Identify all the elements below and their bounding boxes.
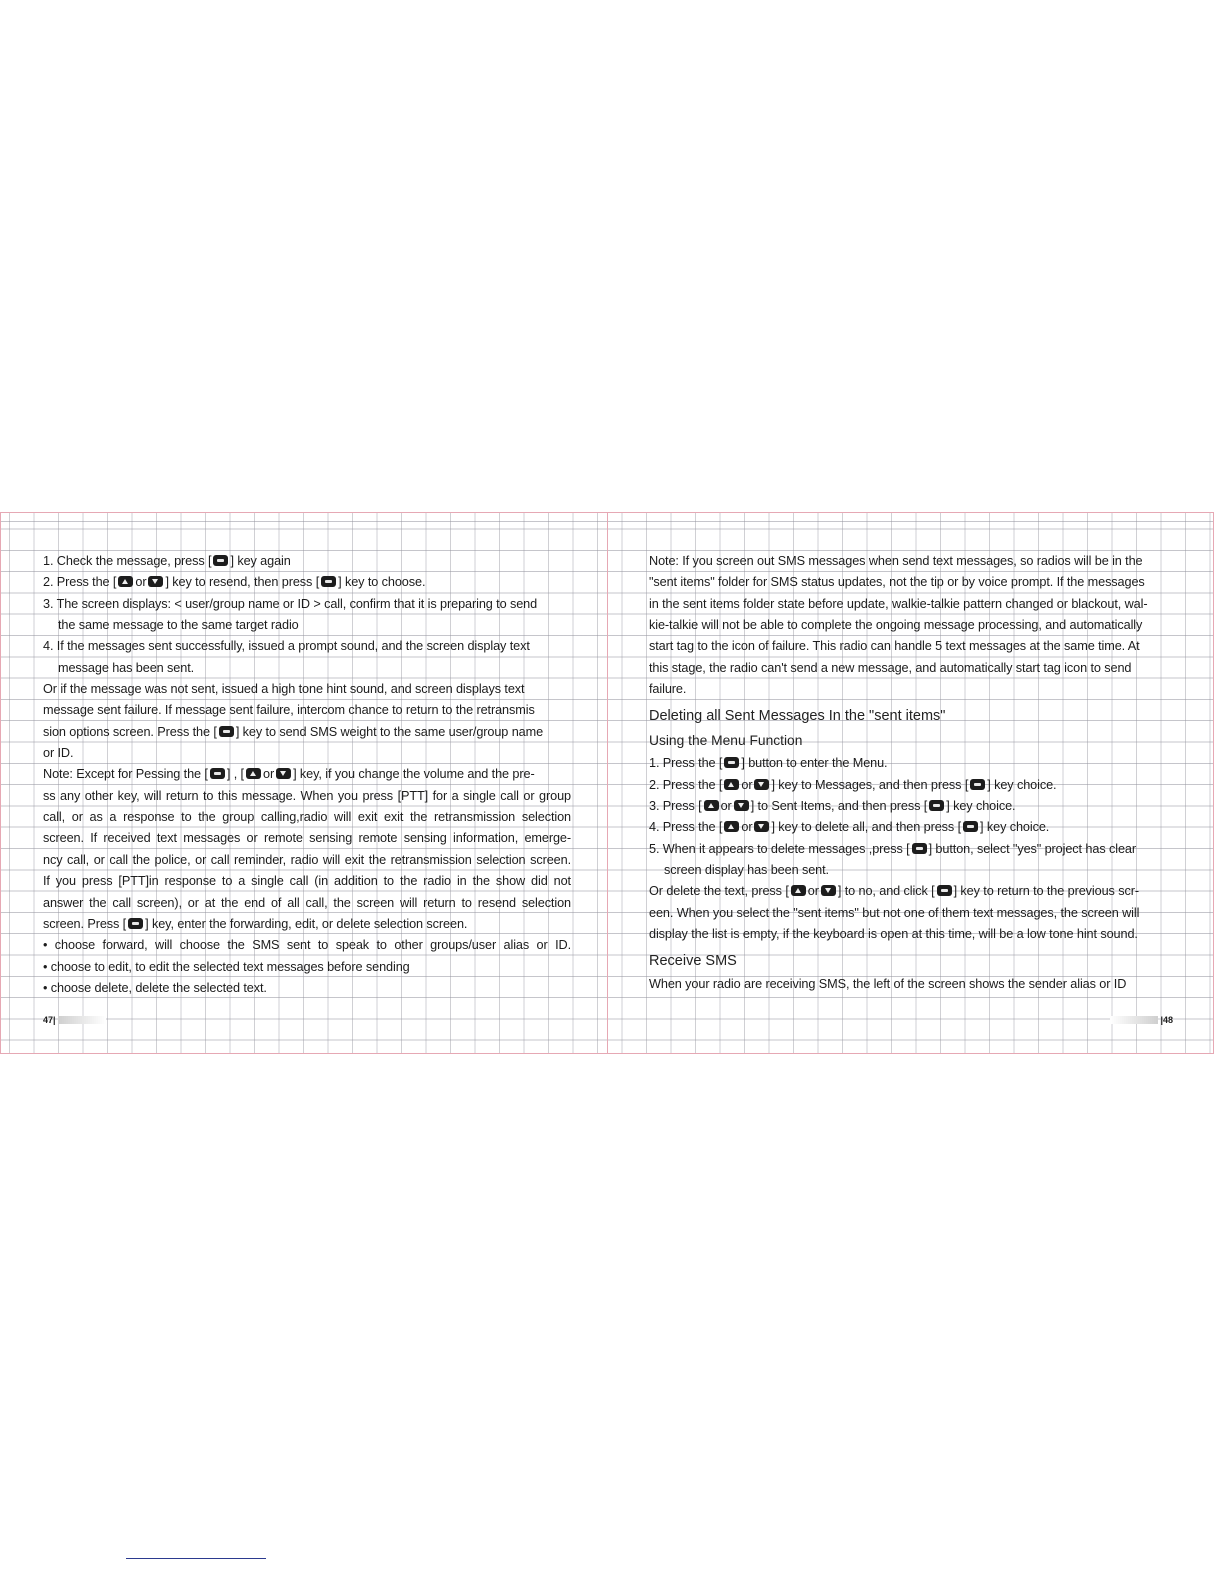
text: ] to Sent Items, and then press [ — [750, 799, 928, 814]
down-arrow-key-icon — [734, 800, 749, 811]
menu-key-icon — [970, 779, 985, 790]
text: ] key again — [230, 554, 291, 568]
up-arrow-key-icon — [791, 885, 806, 896]
page-fold — [607, 513, 608, 1053]
menu-key-icon — [929, 800, 944, 811]
menu-step-5 — [649, 839, 1173, 860]
down-arrow-key-icon — [754, 821, 769, 832]
text: 4. Press the [ — [649, 820, 723, 835]
right-page — [649, 551, 1173, 995]
down-arrow-key-icon — [754, 779, 769, 790]
down-arrow-key-icon — [821, 885, 836, 896]
left-page — [43, 551, 571, 999]
menu-step-5-cont: screen display has been sent. — [664, 863, 829, 878]
paragraph-line: message sent failure. If message sent failure, intercom chance to return to the retransmis — [43, 703, 535, 718]
section-subheading: Using the Menu Function — [649, 733, 803, 749]
text: ] to no, and click [ — [837, 884, 935, 899]
text: or — [741, 777, 753, 792]
step-1 — [43, 551, 571, 572]
step-4: 4. If the messages sent successfully, issued a prompt sound, and the screen display text — [43, 639, 530, 654]
menu-key-icon — [912, 843, 927, 854]
paragraph-line: een. When you select the "sent items" but not one of them text messages, the screen will — [649, 905, 1140, 920]
paragraph-line — [43, 722, 571, 743]
note-line: ss any other key, will return to this message. When you press [PTT] for a single call or group — [43, 788, 571, 803]
step-4-cont: message has been sent. — [58, 660, 195, 675]
up-arrow-key-icon — [246, 768, 261, 779]
up-arrow-key-icon — [724, 779, 739, 790]
text: ] key to resend, then press [ — [165, 575, 320, 590]
down-arrow-key-icon — [148, 576, 163, 587]
menu-key-icon — [937, 885, 952, 896]
fade-bar — [58, 1016, 106, 1024]
note-line: screen. If received text messages or remote sensing remote sensing information, emerge- — [43, 831, 571, 846]
text: ] key to choose. — [338, 575, 426, 590]
text: ] key choice. — [980, 820, 1050, 835]
page-number: 47 — [43, 1015, 54, 1025]
step-3-cont: the same message to the same target radio — [58, 618, 299, 633]
bullet-delete: • choose delete, delete the selected text. — [43, 980, 267, 995]
bullet-edit: • choose to edit, to edit the selected text messages before sending — [43, 959, 410, 974]
text: Note: Except for Pessing the [ — [43, 767, 208, 782]
text: ] key to delete all, and then press [ — [771, 820, 962, 835]
down-arrow-key-icon — [276, 768, 291, 779]
note-line — [43, 764, 571, 785]
text: ] key choice. — [987, 777, 1057, 792]
text: 2. Press the [ — [43, 575, 117, 590]
fade-bar — [1110, 1016, 1158, 1024]
note-line: call, or as a response to the group calling,radio will exit exit the retransmission selection — [43, 810, 571, 825]
menu-key-icon — [210, 768, 225, 779]
text: ] button, select "yes" project has clear — [928, 841, 1136, 856]
bullet-forward: • choose forward, will choose the SMS sent to speak to other groups/user alias or ID. — [43, 938, 571, 953]
menu-step-3 — [649, 796, 1173, 817]
text: Or delete the text, press [ — [649, 884, 789, 899]
menu-key-icon — [724, 757, 739, 768]
paragraph-line: When your radio are receiving SMS, the left of the screen shows the sender alias or ID — [649, 976, 1127, 991]
note-line: failure. — [649, 682, 687, 697]
menu-key-icon — [219, 726, 234, 737]
up-arrow-key-icon — [118, 576, 133, 587]
note-line: ncy call, or call the police, or call reminder, radio will exit the retransmission selection screen. — [43, 852, 571, 867]
section-heading: Receive SMS — [649, 952, 737, 969]
note-line — [43, 914, 571, 935]
text: ] key, if you change the volume and the pre- — [293, 767, 535, 782]
paragraph-line: or ID. — [43, 746, 74, 761]
note-line: Note: If you screen out SMS messages when send text messages, so radios will be in the — [649, 554, 1143, 568]
menu-step-2 — [649, 775, 1173, 796]
step-2 — [43, 572, 571, 593]
menu-step-4 — [649, 817, 1173, 838]
paragraph-line: Or if the message was not sent, issued a high tone hint sound, and screen displays text — [43, 682, 525, 697]
text: or — [807, 884, 819, 899]
text: ] key to return to the previous scr- — [953, 884, 1139, 899]
page-number: 48 — [1162, 1015, 1173, 1025]
note-line: this stage, the radio can't send a new message, and automatically start tag icon to send — [649, 660, 1132, 675]
text: ] key to Messages, and then press [ — [771, 777, 969, 792]
menu-key-icon — [128, 918, 143, 929]
footer-link-underline[interactable] — [126, 1558, 266, 1559]
text: ] key to send SMS weight to the same user/group name — [235, 724, 544, 739]
text: 1. Press the [ — [649, 756, 723, 771]
manual-spread — [0, 512, 1214, 1054]
step-3: 3. The screen displays: < user/group name or ID > call, confirm that it is preparing to send — [43, 596, 538, 611]
note-line: "sent items" folder for SMS status updates, not the tip or by voice prompt. If the messages — [649, 575, 1145, 590]
menu-key-icon — [321, 576, 336, 587]
note-line: answer the call screen), or at the end of all call, the screen will return to resend selection — [43, 895, 571, 910]
up-arrow-key-icon — [724, 821, 739, 832]
text: sion options screen. Press the [ — [43, 724, 217, 739]
text: 2. Press the [ — [649, 777, 723, 792]
text: ] , [ — [226, 767, 244, 782]
text: screen. Press [ — [43, 916, 127, 931]
text: 5. When it appears to delete messages ,press [ — [649, 841, 910, 856]
text: ] key, enter the forwarding, edit, or delete selection screen. — [145, 916, 468, 931]
up-arrow-key-icon — [704, 800, 719, 811]
text: ] key choice. — [946, 799, 1016, 814]
text: or — [262, 767, 275, 782]
note-line: If you press [PTT]in response to a single call (in addition to the radio in the show did not — [43, 874, 571, 889]
text: or — [741, 820, 753, 835]
paragraph-line — [649, 881, 1173, 902]
paragraph-line: display the list is empty, if the keyboard is open at this time, will be a low tone hint sound. — [649, 927, 1138, 942]
text: 1. Check the message, press [ — [43, 554, 212, 568]
note-line: kie-talkie will not be able to complete the ongoing message processing, and automatically — [649, 618, 1143, 633]
note-line: in the sent items folder state before update, walkie-talkie pattern changed or blackout, wal- — [649, 596, 1148, 611]
note-line: start tag to the icon of failure. This radio can handle 5 text messages at the same time. At — [649, 639, 1140, 654]
menu-key-icon — [213, 555, 228, 566]
page-number-right: |48 — [1110, 1015, 1173, 1025]
section-heading: Deleting all Sent Messages In the "sent items" — [649, 708, 946, 725]
menu-step-1 — [649, 753, 1173, 774]
text: or — [720, 799, 732, 814]
text: or — [135, 575, 147, 590]
menu-key-icon — [963, 821, 978, 832]
text: ] button to enter the Menu. — [741, 756, 888, 771]
text: 3. Press [ — [649, 799, 702, 814]
page-number-left: 47| — [43, 1015, 106, 1025]
